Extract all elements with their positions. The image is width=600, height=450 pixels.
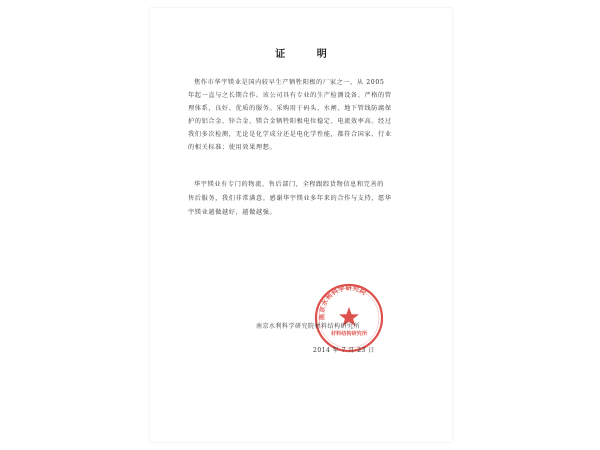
paragraph-1-line-6: 的相关标准；使用效果理想。 (188, 144, 277, 151)
issuing-organization: 南京水利科学研究院材料结构研究所 (256, 323, 361, 330)
paragraph-1-line-1: 焦作市华宇镁业是国内较早生产牺牲阳极的厂家之一，从 2005 (194, 79, 385, 86)
paragraph-2-line-3: 宇镁业越做越好，越做越强。 (188, 209, 277, 216)
svg-text:材料结构研究所: 材料结构研究所 (330, 331, 368, 337)
paragraph-2-line-2: 售后服务，我们非常满意。感谢华宇镁业多年来的合作与支持，愿华 (188, 195, 392, 202)
paragraph-1-line-4: 护的铝合金、锌合金、镁合金牺牲阳极电位稳定、电流效率高。经过 (188, 118, 392, 125)
document-paper (150, 8, 452, 442)
paragraph-1-line-2: 年起一直与之长期合作。该公司具有专业的生产检测设备、严格的管 (188, 92, 392, 99)
document-title: 证 明 (275, 49, 341, 60)
issue-date: 2014 年 7 月 23 日 (313, 347, 375, 354)
paragraph-2-line-1: 华宇镁业有专门的物流、售后部门，全程跟踪货物信息和完善的 (194, 181, 385, 188)
paragraph-1-line-5: 我们多次检测，无论是化学成分还是电化学性能，都符合国家、行业 (188, 131, 392, 138)
official-seal-stamp (313, 282, 385, 354)
svg-text:南京水利科学研究院: 南京水利科学研究院 (317, 283, 368, 321)
paragraph-1-line-3: 理体系，良好、优质的服务。采购用于码头、水闸、地下管线防腐保 (188, 105, 392, 112)
